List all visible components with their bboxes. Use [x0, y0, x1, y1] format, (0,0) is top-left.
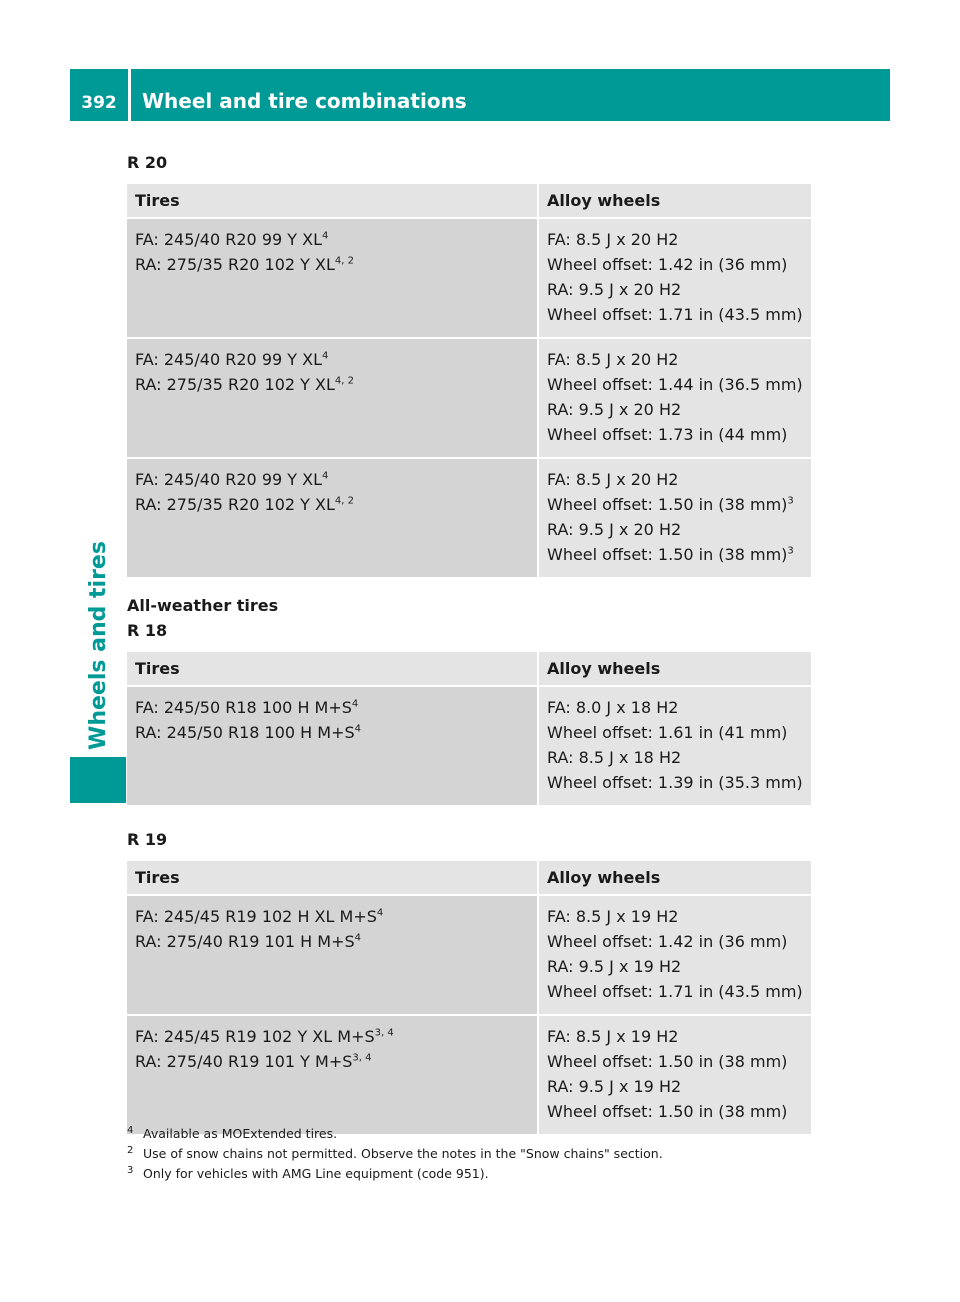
table-row [127, 895, 811, 1015]
footnote-text: Only for vehicles with AMG Line equipment (code 951). [143, 1166, 489, 1181]
front-axle-wheel [547, 227, 803, 252]
rear-axle-tire-text: RA: 275/35 R20 102 Y XL [135, 495, 335, 514]
tires-cell [127, 686, 538, 806]
footnote-ref: 3, 4 [374, 1027, 394, 1039]
footnote-text: Use of snow chains not permitted. Observe the notes in the "Snow chains" section. [143, 1146, 663, 1161]
front-axle-wheel [547, 904, 803, 929]
front-wheel-offset-text: Wheel offset: 1.50 in (38 mm) [547, 1052, 788, 1071]
rear-wheel-offset [547, 1099, 803, 1124]
page-title: Wheel and tire combinations [142, 89, 467, 113]
footnote-mark: 3 [127, 1165, 134, 1176]
front-axle-wheel [547, 347, 803, 372]
front-axle-tire-text: FA: 245/50 R18 100 H M+S [135, 698, 352, 717]
table-body-r20 [127, 218, 811, 578]
front-axle-tire [135, 227, 529, 252]
rear-wheel-offset-text: Wheel offset: 1.73 in (44 mm) [547, 425, 788, 444]
front-wheel-offset [547, 1049, 803, 1074]
column-header-wheels: Alloy wheels [538, 184, 811, 218]
front-axle-tire [135, 467, 529, 492]
front-axle-wheel-text: FA: 8.0 J x 18 H2 [547, 698, 679, 717]
page-number: 392 [81, 93, 117, 113]
rear-wheel-offset [547, 979, 803, 1004]
front-axle-tire-text: FA: 245/40 R20 99 Y XL [135, 470, 322, 489]
side-tab-marker [70, 757, 126, 803]
front-wheel-offset-text: Wheel offset: 1.42 in (36 mm) [547, 255, 788, 274]
rear-axle-tire [135, 720, 529, 745]
front-axle-tire-text: FA: 245/40 R20 99 Y XL [135, 230, 322, 249]
table-header-row [127, 184, 811, 218]
footnote-ref: 4, 2 [334, 495, 354, 507]
front-axle-tire-text: FA: 245/40 R20 99 Y XL [135, 350, 322, 369]
footnote-ref: 4, 2 [334, 375, 354, 387]
front-axle-wheel [547, 695, 803, 720]
tires-cell [127, 1015, 538, 1135]
footnote-mark: 2 [127, 1145, 134, 1156]
front-wheel-offset-text: Wheel offset: 1.42 in (36 mm) [547, 932, 788, 951]
front-axle-tire [135, 347, 529, 372]
footnote-ref: 4 [351, 698, 359, 710]
footnote-ref: 4 [322, 350, 329, 362]
rear-axle-wheel-text: RA: 8.5 J x 18 H2 [547, 748, 682, 767]
wheels-cell [538, 1015, 811, 1135]
footnote-ref: 4 [354, 723, 362, 735]
footnote-ref: 4 [354, 932, 362, 944]
front-wheel-offset [547, 720, 803, 745]
front-wheel-offset-text: Wheel offset: 1.61 in (41 mm) [547, 723, 788, 742]
front-axle-wheel-text: FA: 8.5 J x 20 H2 [547, 350, 679, 369]
rear-axle-tire [135, 372, 529, 397]
table-row [127, 218, 811, 338]
tires-cell [127, 338, 538, 458]
front-axle-wheel-text: FA: 8.5 J x 20 H2 [547, 470, 679, 489]
footnote-ref: 4, 2 [334, 255, 354, 267]
footnote-text: Available as MOExtended tires. [143, 1126, 338, 1141]
rear-axle-wheel [547, 277, 803, 302]
section-title-r19: R 19 [127, 830, 168, 849]
front-axle-wheel [547, 1024, 803, 1049]
tires-cell [127, 895, 538, 1015]
table-r18 [127, 652, 811, 807]
rear-axle-tire-text: RA: 275/35 R20 102 Y XL [135, 255, 335, 274]
column-header-wheels: Alloy wheels [538, 652, 811, 686]
front-wheel-offset [547, 929, 803, 954]
rear-axle-wheel [547, 954, 803, 979]
wheels-cell [538, 338, 811, 458]
table-r19 [127, 861, 811, 1136]
table-row [127, 338, 811, 458]
front-wheel-offset-text: Wheel offset: 1.50 in (38 mm) [547, 495, 788, 514]
wheels-cell [538, 895, 811, 1015]
footnote [127, 1144, 827, 1164]
rear-axle-wheel [547, 517, 803, 542]
column-header-tires: Tires [127, 184, 538, 218]
column-header-tires: Tires [127, 652, 538, 686]
rear-axle-tire [135, 1049, 529, 1074]
page-header [70, 69, 890, 121]
rear-axle-wheel-text: RA: 9.5 J x 19 H2 [547, 957, 682, 976]
table-row [127, 686, 811, 806]
rear-wheel-offset-text: Wheel offset: 1.39 in (35.3 mm) [547, 773, 803, 792]
table-body-r18 [127, 686, 811, 806]
footnote-ref: 3, 4 [352, 1052, 372, 1064]
rear-axle-tire-text: RA: 275/35 R20 102 Y XL [135, 375, 335, 394]
rear-wheel-offset-text: Wheel offset: 1.71 in (43.5 mm) [547, 982, 803, 1001]
rear-wheel-offset-text: Wheel offset: 1.50 in (38 mm) [547, 545, 788, 564]
front-axle-tire [135, 695, 529, 720]
rear-wheel-offset-text: Wheel offset: 1.50 in (38 mm) [547, 1102, 788, 1121]
side-section-label [70, 540, 126, 750]
rear-axle-tire [135, 252, 529, 277]
table-r20 [127, 184, 811, 579]
rear-axle-tire [135, 929, 529, 954]
rear-axle-wheel [547, 1074, 803, 1099]
rear-wheel-offset [547, 302, 803, 327]
front-axle-tire [135, 1024, 529, 1049]
rear-axle-tire-text: RA: 275/40 R19 101 Y M+S [135, 1052, 353, 1071]
section-title-r18: R 18 [127, 621, 168, 640]
rear-axle-wheel-text: RA: 9.5 J x 20 H2 [547, 280, 682, 299]
rear-axle-wheel-text: RA: 9.5 J x 20 H2 [547, 520, 682, 539]
page-content [127, 150, 811, 1136]
rear-wheel-offset [547, 770, 803, 795]
front-axle-tire-text: FA: 245/45 R19 102 H XL M+S [135, 907, 377, 926]
front-axle-wheel [547, 467, 803, 492]
rear-axle-tire-text: RA: 275/40 R19 101 H M+S [135, 932, 355, 951]
footnote [127, 1124, 827, 1144]
column-header-wheels: Alloy wheels [538, 861, 811, 895]
section-title-all-weather: All-weather tires [127, 596, 279, 615]
rear-wheel-offset [547, 542, 803, 567]
footnote-mark: 4 [127, 1125, 134, 1136]
wheels-cell [538, 458, 811, 578]
front-axle-wheel-text: FA: 8.5 J x 19 H2 [547, 1027, 679, 1046]
footnote-ref: 3 [787, 495, 794, 507]
section-title-r20: R 20 [127, 153, 168, 172]
side-section-label-text: Wheels and tires [85, 540, 111, 750]
table-row [127, 458, 811, 578]
table-row [127, 1015, 811, 1135]
table-body-r19 [127, 895, 811, 1135]
front-axle-wheel-text: FA: 8.5 J x 20 H2 [547, 230, 679, 249]
rear-axle-wheel [547, 745, 803, 770]
table-header-row [127, 861, 811, 895]
rear-axle-wheel-text: RA: 9.5 J x 19 H2 [547, 1077, 682, 1096]
front-wheel-offset [547, 372, 803, 397]
rear-wheel-offset-text: Wheel offset: 1.71 in (43.5 mm) [547, 305, 803, 324]
front-wheel-offset [547, 252, 803, 277]
wheels-cell [538, 686, 811, 806]
tires-cell [127, 458, 538, 578]
front-axle-tire-text: FA: 245/45 R19 102 Y XL M+S [135, 1027, 375, 1046]
rear-axle-tire-text: RA: 245/50 R18 100 H M+S [135, 723, 355, 742]
tires-cell [127, 218, 538, 338]
rear-axle-wheel [547, 397, 803, 422]
footnote-ref: 3 [787, 545, 794, 557]
footnote-ref: 4 [322, 230, 329, 242]
rear-axle-wheel-text: RA: 9.5 J x 20 H2 [547, 400, 682, 419]
footnote [127, 1164, 827, 1184]
front-axle-wheel-text: FA: 8.5 J x 19 H2 [547, 907, 679, 926]
footnote-ref: 4 [322, 470, 329, 482]
front-axle-tire [135, 904, 529, 929]
column-header-tires: Tires [127, 861, 538, 895]
rear-wheel-offset [547, 422, 803, 447]
front-wheel-offset-text: Wheel offset: 1.44 in (36.5 mm) [547, 375, 803, 394]
wheels-cell [538, 218, 811, 338]
table-header-row [127, 652, 811, 686]
rear-axle-tire [135, 492, 529, 517]
footnotes [127, 1124, 827, 1184]
footnote-ref: 4 [376, 907, 384, 919]
front-wheel-offset [547, 492, 803, 517]
